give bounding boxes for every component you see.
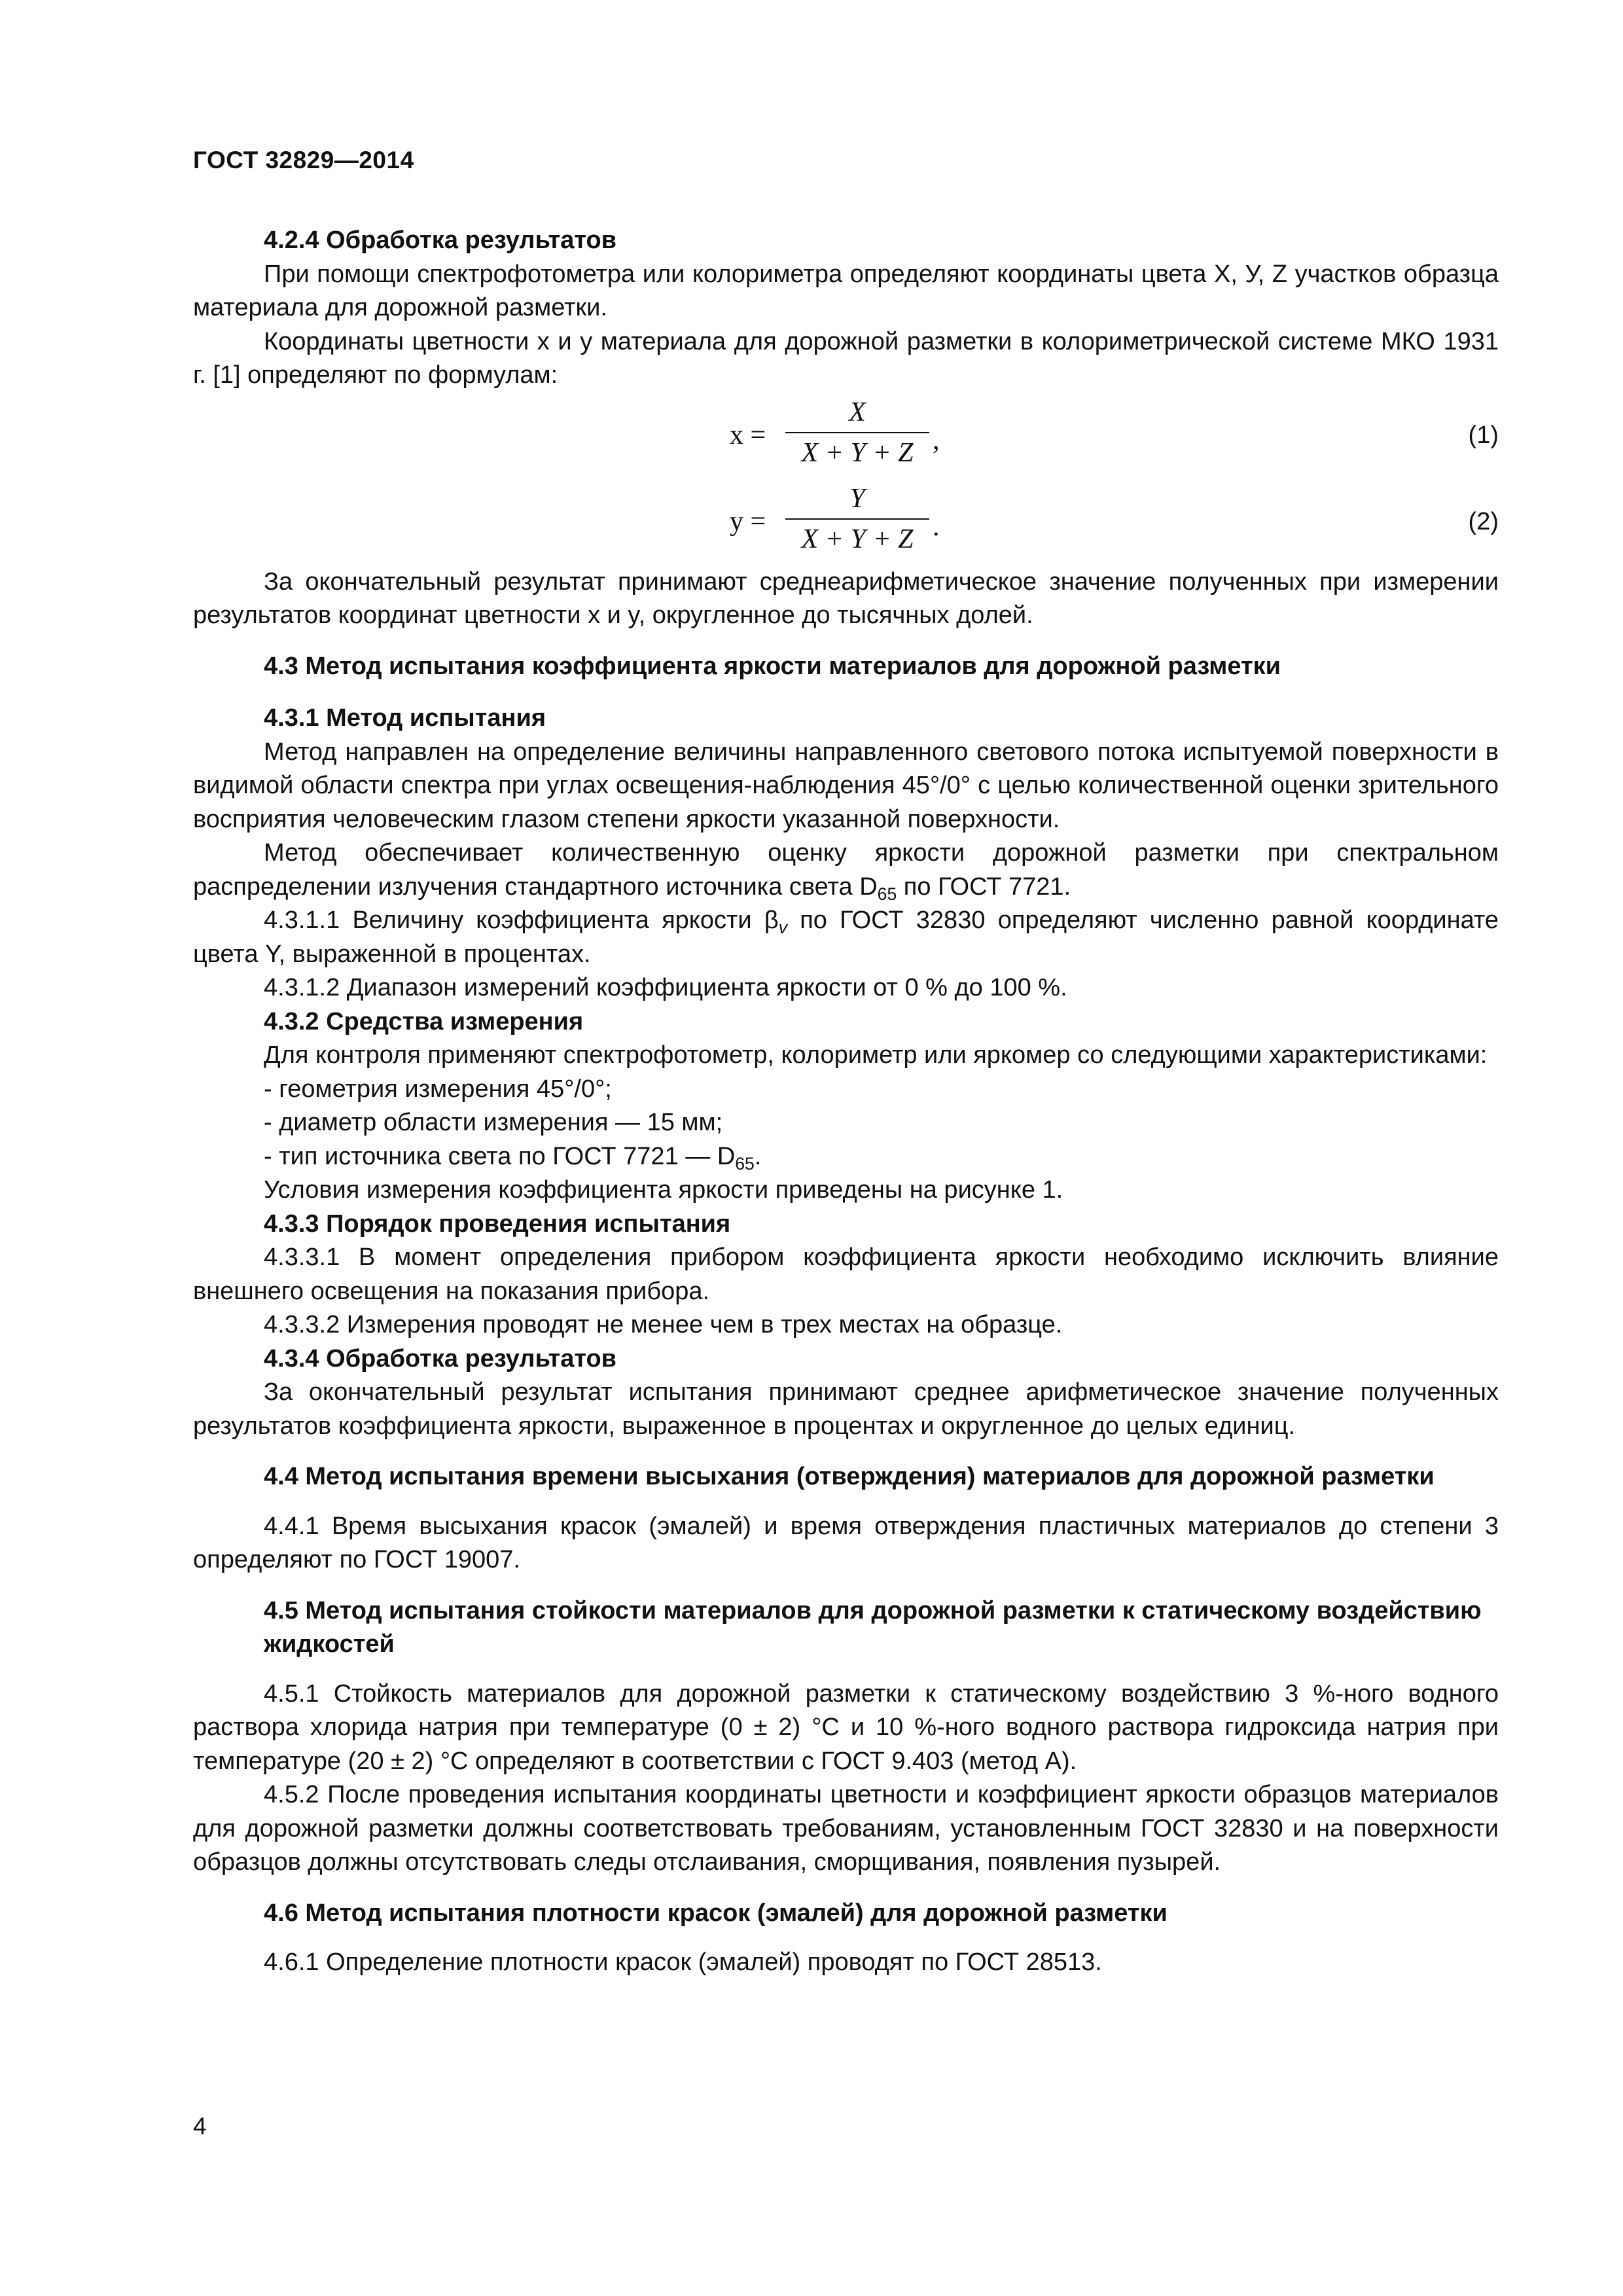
- section-4-2-4-heading: 4.2.4 Обработка результатов: [264, 226, 617, 254]
- formula-number: (1): [1468, 421, 1499, 449]
- formula-lhs: y =: [730, 506, 766, 537]
- text-run: 4.3.1.1 Величину коэффициента яркости β: [264, 906, 779, 934]
- formula-punctuation: .: [933, 511, 940, 542]
- subscript: 65: [877, 884, 897, 904]
- formula-fraction: [785, 479, 929, 559]
- section-4-4-heading: 4.4 Метод испытания времени высыхания (отверждения) материалов для дорожной разметки: [264, 1463, 1435, 1490]
- formula-2: [193, 479, 1499, 565]
- document-code: ГОСТ 32829—2014: [193, 147, 414, 173]
- paragraph: За окончательный результат принимают среднеарифметическое значение полученных при измерении результатов координат цветности x и y, округленное до тысячных долей.: [193, 567, 1499, 629]
- section-4-3-2-heading: 4.3.2 Средства измерения: [264, 1007, 584, 1035]
- formula-fraction: [785, 393, 929, 473]
- formula-numerator: X: [849, 397, 866, 427]
- list-item: - диаметр области измерения — 15 мм;: [264, 1109, 723, 1136]
- list-item: - геометрия измерения 45°/0°;: [264, 1075, 612, 1103]
- formula-numerator: Y: [849, 483, 865, 514]
- paragraph: Координаты цветности x и y материала для дорожной разметки в колориметрической системе МКО 1931 г. [1] определяют по формулам:: [193, 327, 1499, 389]
- section-4-3-3-heading: 4.3.3 Порядок проведения испытания: [264, 1210, 731, 1238]
- paragraph: 4.3.3.2 Измерения проводят не менее чем в трех местах на образце.: [264, 1311, 1063, 1338]
- paragraph: Метод направлен на определение величины направленного светового потока испытуемой поверхности в видимой области спектра при углах освещения-наблюдения 45°/0° с целью количественной оценки зрительного восприятия человеческим глазом степени яркости указанной поверхности.: [193, 738, 1499, 833]
- text-run: - тип источника света по ГОСТ 7721 — D: [264, 1142, 736, 1170]
- paragraph: Для контроля применяют спектрофотометр, колориметр или яркомер со следующими характеристиками:: [264, 1041, 1488, 1069]
- page-body: [193, 224, 1499, 1980]
- section-4-3-4-heading: 4.3.4 Обработка результатов: [264, 1344, 617, 1372]
- paragraph: 4.4.1 Время высыхания красок (эмалей) и время отверждения пластичных материалов до степени 3 определяют по ГОСТ 19007.: [193, 1512, 1499, 1573]
- subscript: 65: [735, 1153, 755, 1174]
- list-item: [193, 1140, 1499, 1174]
- formula-punctuation: ,: [933, 425, 940, 456]
- paragraph: 4.3.3.1 В момент определения прибором коэффициента яркости необходимо исключить влияние внешнего освещения на показания прибора.: [193, 1244, 1499, 1305]
- formula-lhs: x =: [730, 420, 766, 450]
- section-4-3-1-heading: 4.3.1 Метод испытания: [264, 704, 546, 732]
- paragraph: Условия измерения коэффициента яркости приведены на рисунке 1.: [264, 1176, 1063, 1204]
- subscript: v: [778, 918, 787, 937]
- formula-number: (2): [1468, 507, 1499, 535]
- text-run: по ГОСТ 7721.: [897, 872, 1071, 901]
- formula-1: [193, 393, 1499, 479]
- text-run: .: [754, 1142, 762, 1170]
- paragraph: 4.5.2 После проведения испытания координаты цветности и коэффициент яркости образцов материалов для дорожной разметки должны соответствовать требованиям, установленным ГОСТ 32830 и на поверхности образцов должны отсутствовать следы отслаивания, сморщивания, появления пузырей.: [193, 1781, 1499, 1876]
- formula-denominator: X + Y + Z: [785, 432, 929, 473]
- text-run: Метод обеспечивает количественную оценку яркости дорожной разметки при спектральном распределении излучения стандартного источника света D: [193, 839, 1499, 901]
- paragraph: [193, 904, 1499, 971]
- section-4-6-heading: 4.6 Метод испытания плотности красок (эмалей) для дорожной разметки: [264, 1899, 1168, 1927]
- text-run: по ГОСТ 32830 определяют численно равной координате цвета Y, выраженной в процентах.: [193, 906, 1499, 968]
- paragraph: 4.5.1 Стойкость материалов для дорожной разметки к статическому воздействию 3 %-ного водного раствора хлорида натрия при температуре (0 ± 2) °С и 10 %-ного водного раствора гидроксида натрия при температуре (20 ± 2) °С определяют в соответствии с ГОСТ 9.403 (метод А).: [193, 1679, 1499, 1775]
- paragraph: 4.3.1.2 Диапазон измерений коэффициента яркости от 0 % до 100 %.: [264, 974, 1067, 1001]
- paragraph: При помощи спектрофотометра или колориметра определяют координаты цвета X, У, Z участков образца материала для дорожной разметки.: [193, 260, 1499, 321]
- section-4-3-heading: 4.3 Метод испытания коэффициента яркости материалов для дорожной разметки: [264, 652, 1281, 680]
- paragraph: [193, 836, 1499, 904]
- section-4-5-heading: 4.5 Метод испытания стойкости материалов для дорожной разметки к статическому воздействию жидкостей: [264, 1596, 1482, 1658]
- paragraph: За окончательный результат испытания принимают среднее арифметическое значение полученных результатов коэффициента яркости, выраженное в процентах и округленное до целых единиц.: [193, 1378, 1499, 1440]
- paragraph: 4.6.1 Определение плотности красок (эмалей) проводят по ГОСТ 28513.: [264, 1948, 1102, 1976]
- formula-denominator: X + Y + Z: [785, 518, 929, 559]
- page-number: 4: [193, 2113, 207, 2140]
